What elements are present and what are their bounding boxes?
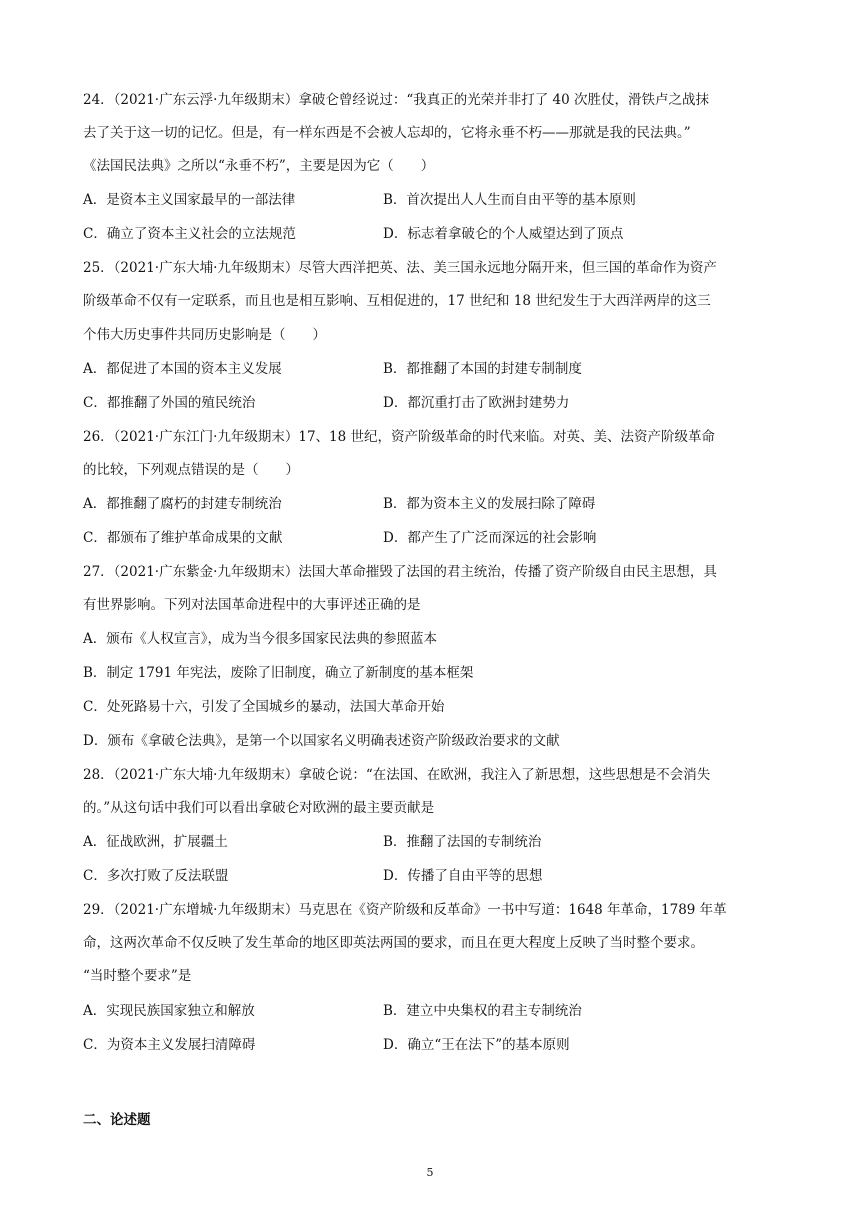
question-29-option-a: A．实现民族国家独立和解放 — [83, 1003, 255, 1019]
question-29-option-b: B．建立中央集权的君主专制统治 — [383, 1003, 582, 1019]
section-title: 二、论述题 — [83, 1112, 151, 1128]
question-29-line-3: “当时整个要求”是 — [83, 968, 192, 984]
question-25-option-b: B．都推翻了本国的封建专制制度 — [383, 361, 582, 377]
question-26-line-2: 的比较，下列观点错误的是（ ） — [83, 462, 299, 478]
question-25-line-1: 25．（2021·广东大埔·九年级期末）尽管大西洋把英、法、美三国永远地分隔开来，但三国的革命作为资产 — [83, 260, 717, 276]
question-26-option-d: D．都产生了广泛而深远的社会影响 — [383, 530, 597, 546]
question-27-option-a: A．颁布《人权宣言》，成为当今很多国家民法典的参照蓝本 — [83, 631, 437, 647]
question-28-option-a: A．征战欧洲，扩展疆土 — [83, 834, 228, 850]
question-29-line-1: 29．（2021·广东增城·九年级期末）马克思在《资产阶级和反革命》一书中写道：1648 年革命，1789 年革 — [83, 902, 727, 918]
question-27-line-2: 有世界影响。下列对法国革命进程中的大事评述正确的是 — [83, 597, 421, 613]
question-26-line-1: 26．（2021·广东江门·九年级期末）17、18 世纪，资产阶级革命的时代来临。对英、美、法资产阶级革命 — [83, 429, 716, 445]
question-28-option-c: C．多次打败了反法联盟 — [83, 868, 229, 884]
question-28-line-1: 28．（2021·广东大埔·九年级期末）拿破仑说：“在法国、在欧洲，我注入了新思想，这些思想是不会消失 — [83, 767, 711, 783]
question-28-option-b: B．推翻了法国的专制统治 — [383, 834, 542, 850]
question-24-option-a: A．是资本主义国家最早的一部法律 — [83, 192, 296, 208]
question-27-option-b: B．制定 1791 年宪法，废除了旧制度，确立了新制度的基本框架 — [83, 665, 474, 681]
question-27-option-d: D．颁布《拿破仑法典》，是第一个以国家名义明确表述资产阶级政治要求的文献 — [83, 733, 560, 749]
question-29-line-2: 命，这两次革命不仅反映了发生革命的地区即英法两国的要求，而且在更大程度上反映了当时整个要求。 — [83, 935, 704, 951]
question-26-option-a: A．都推翻了腐朽的封建专制统治 — [83, 496, 282, 512]
question-27-option-c: C．处死路易十六，引发了全国城乡的暴动，法国大革命开始 — [83, 699, 445, 715]
question-27-line-1: 27．（2021·广东紫金·九年级期末）法国大革命摧毁了法国的君主统治，传播了资产阶级自由民主思想，具 — [83, 564, 717, 580]
question-25-option-c: C．都推翻了外国的殖民统治 — [83, 395, 256, 411]
question-25-option-d: D．都沉重打击了欧洲封建势力 — [383, 395, 570, 411]
question-29-option-d: D．确立“王在法下”的基本原则 — [383, 1037, 570, 1053]
question-24-line-1: 24．（2021·广东云浮·九年级期末）拿破仑曾经说过：“我真正的光荣并非打了 40 次胜仗，滑铁卢之战抹 — [83, 92, 710, 108]
question-24-option-c: C．确立了资本主义社会的立法规范 — [83, 226, 296, 242]
question-24-option-b: B．首次提出人人生而自由平等的基本原则 — [383, 192, 636, 208]
question-24-option-d: D．标志着拿破仑的个人威望达到了顶点 — [383, 226, 624, 242]
question-25-line-3: 个伟大历史事件共同历史影响是（ ） — [83, 327, 326, 343]
question-24-line-3: 《法国民法典》之所以“永垂不朽”，主要是因为它（ ） — [83, 158, 435, 174]
question-29-option-c: C．为资本主义发展扫清障碍 — [83, 1037, 256, 1053]
question-25-option-a: A．都促进了本国的资本主义发展 — [83, 361, 282, 377]
question-26-option-c: C．都颁布了维护革命成果的文献 — [83, 530, 283, 546]
question-28-line-2: 的。”从这句话中我们可以看出拿破仑对欧洲的最主要贡献是 — [83, 800, 435, 816]
question-28-option-d: D．传播了自由平等的思想 — [383, 868, 543, 884]
question-25-line-2: 阶级革命不仅有一定联系，而且也是相互影响、互相促进的，17 世纪和 18 世纪发生于大西洋两岸的这三 — [83, 293, 711, 309]
question-24-line-2: 去了关于这一切的记忆。但是，有一样东西是不会被人忘却的，它将永垂不朽——那就是我的民法典。” — [83, 125, 691, 141]
question-26-option-b: B．都为资本主义的发展扫除了障碍 — [383, 496, 596, 512]
page-number: 5 — [426, 1166, 434, 1179]
